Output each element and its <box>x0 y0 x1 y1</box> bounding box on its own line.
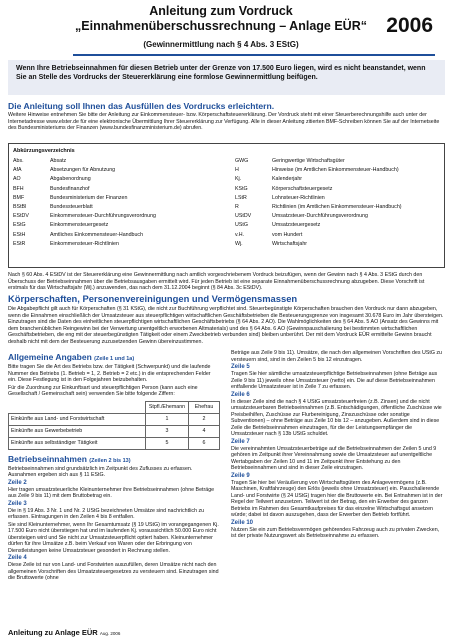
table-cell: 1 <box>146 413 189 425</box>
abbreviation-row <box>13 231 156 240</box>
abbr-key: BMF <box>13 194 25 201</box>
abbreviation-row <box>13 157 156 166</box>
table-header-cell: Stpfl./Ehemann <box>146 401 189 413</box>
table-corner <box>9 401 146 413</box>
line-text: Hier tragen umsatzsteuerliche Kleinunternehmer ihre Betriebseinnahmen (ohne Beträge aus Zeile 9 bis 11) mit dem Bruttobetrag ein. <box>8 486 215 499</box>
abbreviation-row <box>13 212 156 221</box>
line-label: Zeile 2 <box>8 479 27 486</box>
footer-label: Anleitung zu Anlage EÜR <box>8 628 98 637</box>
abbr-key: EStR <box>13 240 26 247</box>
abbr-meaning: Einkommensteuer-Richtlinien <box>50 240 119 247</box>
abbreviation-row <box>13 175 156 184</box>
table-row <box>9 413 220 425</box>
intro-box: Wenn Ihre Betriebseinnahmen für diesen Betrieb unter der Grenze von 17.500 Euro liegen, wird es nicht beanstandet, wenn Sie an Stelle des Vordrucks der Steuererklärung eine formlose Gewinnermittlung beifügen. <box>8 60 445 95</box>
abbreviation-row <box>235 203 402 212</box>
abbreviation-row <box>235 166 402 175</box>
abbr-meaning: Richtlinien (im Amtlichen Einkommensteuer-Handbuch) <box>272 203 402 210</box>
abbreviation-list-left <box>13 157 156 249</box>
table-row <box>9 425 220 437</box>
line-text: Tragen Sie hier bei Veräußerung von Wirtschaftsgütern des Anlagevermögens (z.B. Maschinen, Kraftfahrzeuge) den Erlös (jeweils ohne Umsatzsteuer) ein. Pauschalierende Land- und Forstwirte (§ 24 UStG) tragen hier die Bruttowerte ein. Bei Entnahmen ist in der Regel der Teilwert anzusetzen. Teilwert ist der Betrag, den ein Erwerber des ganzen Betriebs im Rahmen des Gesamtkaufpreises für das einzelne Wirtschaftsgut ansetzen würde; dabei ist davon auszugehen, dass der Erwerber den Betrieb fortführt. <box>231 479 443 518</box>
abbr-key: H <box>235 167 239 174</box>
line-text: Die vereinnahmten Umsatzsteuerbeträge auf die Betriebseinnahmen der Zeilen 5 und 9 gehören im Zeitpunkt ihrer Vereinnahmung sowie die Umsatzsteuer auf unentgeltliche Wertabgaben der Zeilen 10 und 11 im Zeitpunkt ihrer Entstehung zu den Betriebseinnahmen und sind in dieser Zeile einzutragen. <box>231 445 437 471</box>
abbr-meaning: Amtliches Einkommensteuer-Handbuch <box>50 231 144 238</box>
line-text: In dieser Zeile sind die nach § 4 UStG umsatzsteuerfreien (z.B. Zinsen) und die nicht umsatzsteuerbaren Betriebseinnahmen (z.B. Entschädigungen, öffentliche Zuschüsse wie Preisbeihilfen, Zuschüsse zur Flurbereinigung, Zinszuschüsse oder sonstige Subventionen) – ohne Beträge aus Zeile 10 bis 12 – anzugeben. Außerdem sind in diese Zeile die Betriebseinnahmen einzutragen, für die der Leistungsempfänger die Umsatzsteuer nach § 13b UStG schuldet. <box>231 398 442 437</box>
income-text: Betriebseinnahmen sind grundsätzlich im Zeitpunkt des Zuflusses zu erfassen. Ausnahmen ergeben sich aus § 11 EStG. <box>8 465 193 478</box>
table-cell: Einkünfte aus selbständiger Tätigkeit <box>9 437 146 449</box>
line-text: Nutzen Sie ein zum Betriebsvermögen gehörendes Fahrzeug auch zu privaten Zwecken, ist der private Nutzungswert als Betriebseinnahme zu erfassen. <box>231 526 440 539</box>
abbr-meaning: Bundesministerium der Finanzen <box>50 194 128 201</box>
line-text: Tragen Sie hier sämtliche umsatzsteuerpflichtige Betriebseinnahmen (ohne Beträge aus Zeile 9 bis 11) jeweils ohne Umsatzsteuer (netto) ein. Die auf diese Betriebseinnahmen entfallende Umsatzsteuer ist in Zeile 7 zu erfassen. <box>231 371 438 390</box>
abbreviation-row <box>13 203 156 212</box>
table-cell: 5 <box>146 437 189 449</box>
abbr-key: UStG <box>235 222 248 229</box>
abbr-meaning: Bundessteuerblatt <box>50 203 93 210</box>
abbr-key: BFH <box>13 185 24 192</box>
line-label: Zeile 7 <box>231 438 250 445</box>
table-cell: Einkünfte aus Gewerbebetrieb <box>9 425 146 437</box>
line-text: Die in § 19 Abs. 3 Nr. 1 und Nr. 2 UStG bezeichneten Umsätze sind nachrichtlich zu erfassen. Eintragungen in den Zeilen 4 bis 8 entfallen. <box>8 507 205 520</box>
heading-income-range: (Zeilen 2 bis 13) <box>89 457 131 464</box>
abbr-key: Kj. <box>235 176 242 183</box>
abbreviation-row <box>13 185 156 194</box>
abbr-meaning: Einkommensteuergesetz <box>50 222 109 229</box>
abbr-meaning: Wirtschaftsjahr <box>272 240 308 247</box>
abbreviation-row <box>13 221 156 230</box>
title-line-2: „Einnahmenüberschussrechnung – Anlage EÜR“ <box>75 19 367 33</box>
abbr-meaning: Umsatzsteuer-Durchführungsverordnung <box>272 213 368 220</box>
abbreviation-row <box>235 221 402 230</box>
left-column <box>8 350 220 583</box>
abbreviation-row <box>235 240 402 249</box>
table-row <box>9 437 220 449</box>
abbr-key: EStH <box>13 231 26 238</box>
abbr-meaning: Abgabenordnung <box>50 176 91 183</box>
right-column <box>231 350 445 541</box>
section-heading-guide: Die Anleitung soll Ihnen das Ausfüllen des Vordrucks erleichtern. <box>8 101 275 111</box>
document-subtitle: (Gewinnermittlung nach § 4 Abs. 3 EStG) <box>143 40 299 49</box>
abbr-key: BStBl <box>13 203 27 210</box>
abbr-key: LStR <box>235 194 247 201</box>
heading-general-range: (Zeile 1 und 1a) <box>94 356 135 362</box>
abbr-meaning: Hinweise (im Amtlichen Einkommensteuer-Handbuch) <box>272 167 399 174</box>
section-heading-corporations: Körperschaften, Personenvereinigungen und Vermögensmassen <box>8 293 298 304</box>
line-text: Sie sind Kleinunternehmer, wenn Ihr Gesamtumsatz (§ 19 UStG) im vorangegangenen Kj. 17.500 Euro nicht überstiegen hat und im laufenden Kj. voraussichtlich 50.000 Euro nicht übersteigen wird und Sie nicht zur Umsatzsteuerpflicht optiert haben. Kleinunternehmer dürfen für ihre Umsätze z.B. beim Verkauf von Waren oder der Erbringung von Dienstleistungen keine Umsatzsteuer gesondert in Rechnung stellen. <box>8 521 219 554</box>
abbreviation-row <box>13 194 156 203</box>
abbr-meaning: vom Hundert <box>272 231 303 238</box>
abbr-meaning: Bundesfinanzhof <box>50 185 90 192</box>
table-cell: Einkünfte aus Land- und Forstwirtschaft <box>9 413 146 425</box>
line-label: Zeile 9 <box>231 472 250 479</box>
table-intro-text: Für die Zuordnung zur Einkunftsart und steuerpflichtigen Person (kann auch eine Gesellschaft / Gemeinschaft sein) verwenden Sie bitte folgende Ziffern: <box>8 384 198 397</box>
line-text: Beträge aus Zeile 9 bis 11). Umsätze, die nach den allgemeinen Vorschriften des UStG zu versteuern sind, sind in den Zeilen 5 bis 12 einzutragen. <box>231 350 443 363</box>
income-type-table <box>8 401 220 450</box>
line-label: Zeile 4 <box>8 555 27 561</box>
abbr-meaning: Kalenderjahr <box>272 176 303 183</box>
general-info-text: Bitte tragen Sie die Art des Betriebs bzw. der Tätigkeit (Schwerpunkt) und die laufende Nummer des Betriebs (1. Betrieb = 1, 2. Betrieb = 2 etc.) in die entsprechenden Felder ein. Diese Festlegung ist in den Folgejahren beizubehalten. <box>8 364 211 383</box>
table-header-row <box>9 401 220 413</box>
document-title <box>73 4 369 34</box>
abbr-meaning: Umsatzsteuergesetz <box>272 222 321 229</box>
year-label: 2006 <box>386 14 433 37</box>
abbr-key: GWG <box>235 158 249 164</box>
abbreviation-box <box>8 143 445 268</box>
abbreviation-row <box>235 194 402 203</box>
section-corporations-text: Die Abgabepflicht gilt auch für Körperschaften (§ 31 KStG), die nicht zur Buchführung verpflichtet sind. Steuerbegünstigte Körperschaften brauchen den Vordruck nur dann abzugeben, wenn die Einnahmen einschließlich der Umsatzsteuer aus steuerpflichtigen wirtschaftlichen Geschäftsbetrieben die Besteuerungsgrenze von insgesamt 30.678 Euro im Jahr übersteigen. Einzutragen sind die Daten des einheitlichen steuerpflichtigen wirtschaftlichen Geschäftsbetriebs (§ 64 Abs. 2 AO). Die Wahlmöglichkeiten des § 64 Abs. 5 AO (Ansatz des Gewinns mit dem branchenüblichen Reingewinn bei der Verwertung unentgeltlich erworbenen Altmaterials) und des § 64 Abs. 6 AO (Gewinnpauschalierung bei bestimmten wirtschaftlichen Geschäftsbetrieben, die eng mit der steuerbegünstigten Tätigkeit oder einem Zweckbetrieb verbunden sind) bleiben unberührt. Der mit dem Vordruck EÜR ermittelte Gewinn braucht deshalb nicht mit dem der Besteuerung zuzusetzenden Gewinn übereinzustimmen. <box>8 306 444 345</box>
abbr-meaning: Lohnsteuer-Richtlinien <box>272 194 325 201</box>
abbr-meaning: Absetzungen für Abnutzung <box>50 167 116 174</box>
abbreviation-title: Abkürzungsverzeichnis <box>13 148 75 154</box>
abbr-key: AO <box>13 176 21 183</box>
abbr-meaning: Körperschaftsteuergesetz <box>272 185 333 192</box>
abbr-key: R <box>235 203 239 210</box>
table-cell: 3 <box>146 425 189 437</box>
line-label: Zeile 3 <box>8 500 27 507</box>
abbreviation-row <box>235 157 402 166</box>
abbreviation-row <box>13 166 156 175</box>
abbreviation-list-right <box>235 157 402 249</box>
section-guide-text: Weitere Hinweise entnehmen Sie bitte der Anleitung zur Einkommensteuer- bzw. Körperschaftsteuererklärung. Der Vordruck steht mit einer Steuerberechnungshilfe auch unter der Internetadresse www.elster.de für eine elektronische Übermittlung Ihrer Steuererklärung zur Verfügung. Alle in dieser Anleitung zitierten BMF-Schreiben können Sie auf der Internetseite des Bundesministeriums der Finanzen (www.bundesfinanzministerium.de) abrufen. <box>8 112 440 131</box>
abbr-key: EStG <box>13 222 26 229</box>
abbr-key: AfA <box>13 167 22 174</box>
line-text: Diese Zeile ist nur von Land- und Forstwirten auszufüllen, deren Umsätze nicht nach den allgemeinen Vorschriften des Umsatzsteuergesetzes zu versteuern sind. Einzutragen sind die Bruttowerte (ohne <box>8 562 219 581</box>
abbr-meaning: Geringwertige Wirtschaftsgüter <box>272 158 345 164</box>
line-label: Zeile 5 <box>231 364 250 370</box>
heading-income <box>8 454 220 466</box>
abbr-key: KStG <box>235 185 248 192</box>
document-header <box>0 0 453 62</box>
abbr-meaning: Einkommensteuer-Durchführungsverordnung <box>50 213 156 220</box>
abbr-key: EStDV <box>13 213 29 220</box>
heading-general-label: Allgemeine Angaben <box>8 352 92 362</box>
table-header-cell: Ehefrau <box>189 401 220 413</box>
header-rule <box>73 54 435 56</box>
heading-general-info <box>8 352 220 364</box>
table-cell: 2 <box>189 413 220 425</box>
abbreviation-row <box>235 185 402 194</box>
table-cell: 6 <box>189 437 220 449</box>
page-footer <box>8 628 120 637</box>
line-label: Zeile 10 <box>231 519 254 526</box>
line-label: Zeile 6 <box>231 391 250 398</box>
footer-date: Aug. 2006 <box>99 631 121 636</box>
abbreviation-row <box>13 240 156 249</box>
abbreviation-row <box>235 175 402 184</box>
table-cell: 4 <box>189 425 220 437</box>
abbr-key: Abs. <box>13 158 24 164</box>
abbreviation-row <box>235 231 402 240</box>
legal-basis-text: Nach § 60 Abs. 4 EStDV ist der Steuererklärung eine Gewinnermittlung nach amtlich vorgeschriebenem Vordruck beizufügen, wenn der Gewinn nach § 4 Abs. 3 EStG durch den Überschuss der Betriebseinnahmen über die Betriebsausgaben ermittelt wird. Für jeden Betrieb ist eine separate Einnahmenüberschussrechnung abzugeben. Diese Vorschrift ist erstmals für das Wirtschaftsjahr (Wj.) anzuwenden, das nach dem 31.12.2004 beginnt (§ 84 Abs. 3c EStDV). <box>8 272 425 291</box>
abbreviation-row <box>235 212 402 221</box>
abbr-key: UStDV <box>235 213 252 220</box>
abbr-meaning: Absatz <box>50 158 67 164</box>
abbr-key: Wj. <box>235 240 243 247</box>
title-line-1: Anleitung zum Vordruck <box>149 4 293 18</box>
heading-income-label: Betriebseinnahmen <box>8 453 87 464</box>
abbr-key: v.H. <box>235 231 245 238</box>
